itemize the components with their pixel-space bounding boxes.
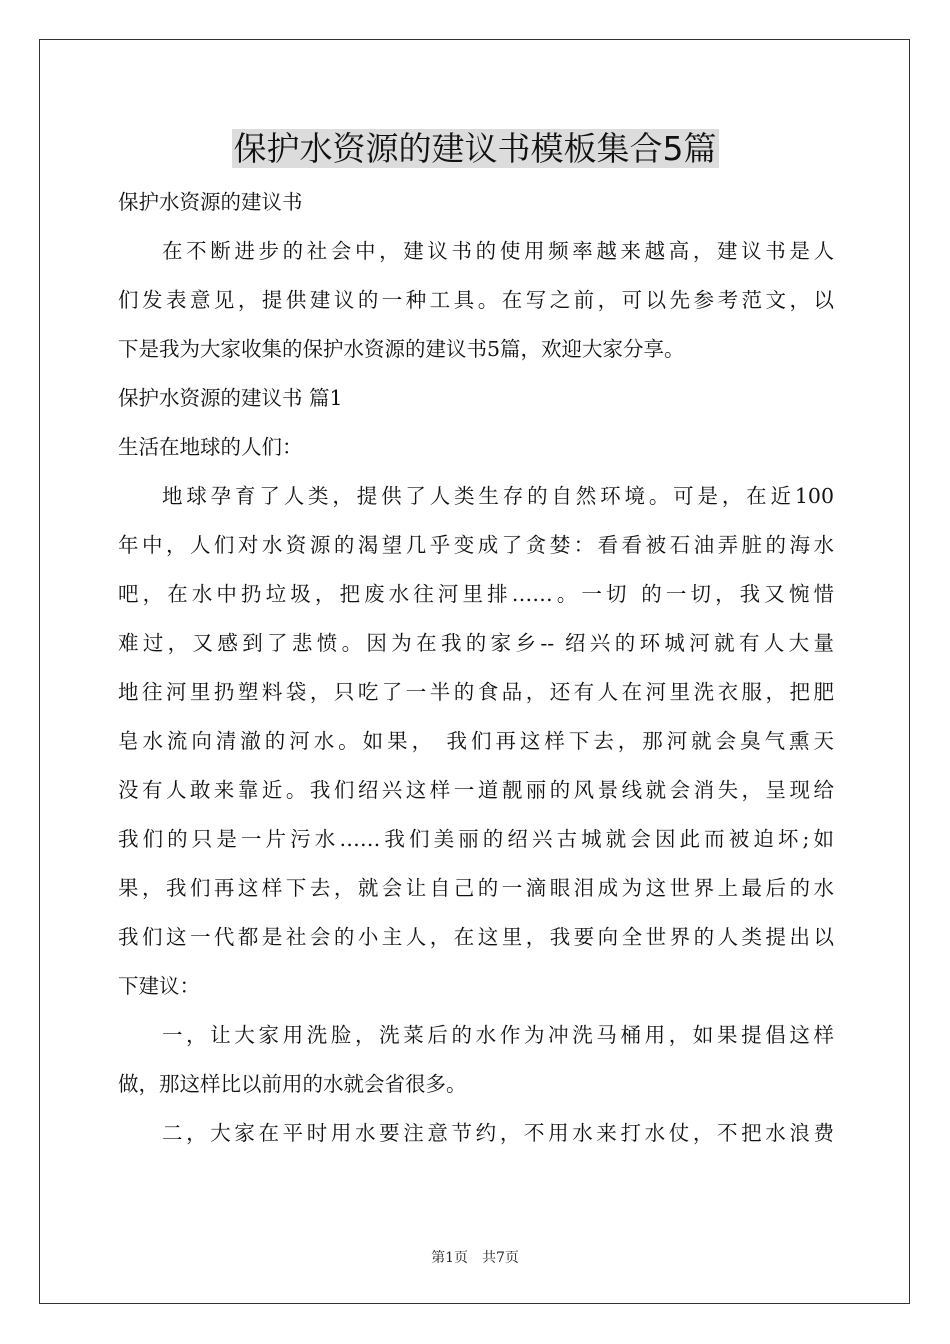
body-line: 们发表意见，提供建议的一种工具。在写之前，可以先参考范文，以 bbox=[118, 288, 834, 312]
page-footer bbox=[0, 1247, 950, 1267]
body-line: 一，让大家用洗脸，洗菜后的水作为冲洗马桶用，如果提倡这样 bbox=[162, 1023, 834, 1047]
document-title-text: 保护水资源的建议书模板集合5篇 bbox=[233, 129, 717, 168]
body-line: 生活在地球的人们： bbox=[118, 435, 303, 459]
page-number: 第1页 bbox=[431, 1250, 468, 1266]
body-line: 果，我们再这样下去，就会让自己的一滴眼泪成为这世界上最后的水 bbox=[118, 876, 834, 900]
body-line: 难过，又感到了悲愤。因为在我的家乡-- 绍兴的环城河就有人大量 bbox=[118, 631, 834, 655]
document-title bbox=[0, 126, 950, 172]
body-line: 保护水资源的建议书 篇1 bbox=[118, 386, 343, 410]
body-line: 保护水资源的建议书 bbox=[118, 190, 303, 214]
body-line: 在不断进步的社会中，建议书的使用频率越来越高，建议书是人 bbox=[162, 239, 834, 263]
body-line: 做，那这样比以前用的水就会省很多。 bbox=[118, 1072, 467, 1096]
body-line: 我们这一代都是社会的小主人，在这里，我要向全世界的人类提出以 bbox=[118, 925, 834, 949]
document-body bbox=[118, 178, 834, 1158]
body-line: 我们的只是一片污水……我们美丽的绍兴古城就会因此而被迫坏;如 bbox=[118, 827, 834, 851]
body-line: 地球孕育了人类，提供了人类生存的自然环境。可是，在近100 bbox=[162, 484, 834, 508]
body-line: 下建议： bbox=[118, 974, 200, 998]
body-line: 二，大家在平时用水要注意节约，不用水来打水仗，不把水浪费 bbox=[162, 1121, 834, 1145]
page-total: 共7页 bbox=[482, 1250, 519, 1266]
body-line: 皂水流向清澈的河水。如果， 我们再这样下去，那河就会臭气熏天 bbox=[118, 729, 834, 753]
body-line: 地往河里扔塑料袋，只吃了一半的食品，还有人在河里洗衣服，把肥 bbox=[118, 680, 834, 704]
body-line: 吧，在水中扔垃圾，把废水往河里排……。一切 的一切，我又惋惜 bbox=[118, 582, 834, 606]
body-line: 年中，人们对水资源的渴望几乎变成了贪婪：看看被石油弄脏的海水 bbox=[118, 533, 834, 557]
body-line: 下是我为大家收集的保护水资源的建议书5篇，欢迎大家分享。 bbox=[118, 337, 685, 361]
body-line: 没有人敢来靠近。我们绍兴这样一道靓丽的风景线就会消失，呈现给 bbox=[118, 778, 834, 802]
